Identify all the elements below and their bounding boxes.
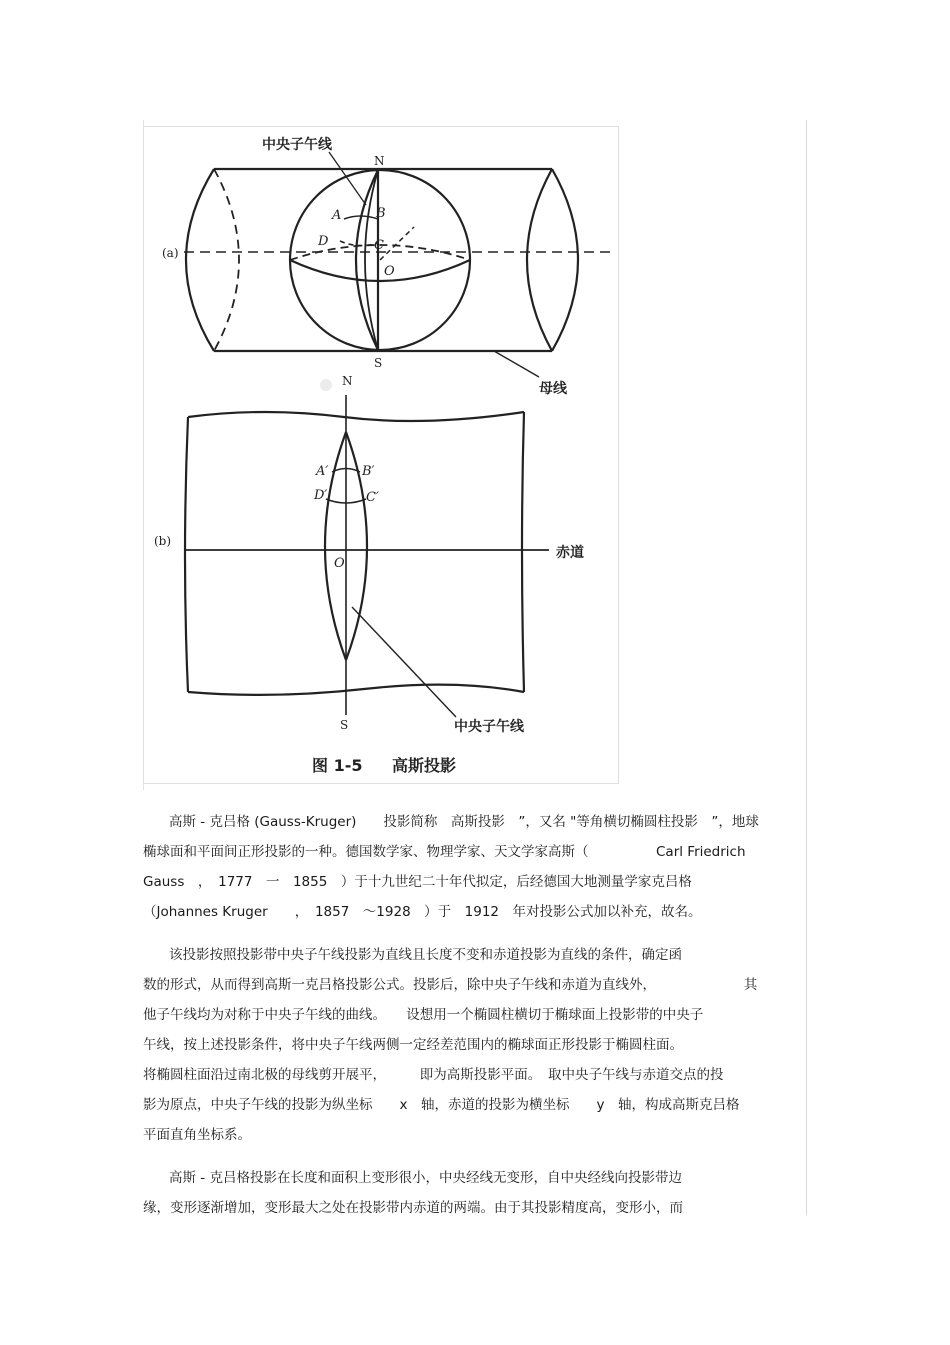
label-d-prime: D′ xyxy=(314,488,328,503)
central-meridian-leader-b xyxy=(352,607,456,717)
plane-left-edge xyxy=(185,417,188,692)
plane-right-edge xyxy=(522,412,524,692)
smudge xyxy=(320,379,332,391)
paragraph-3 xyxy=(143,1163,805,1223)
cylinder-left-end-hidden xyxy=(214,169,239,351)
label-b-prime: B′ xyxy=(362,464,375,479)
label-n-a: N xyxy=(374,154,385,168)
p1-line-1: 高斯 - 克吕格 (Gauss-Kruger) 投影简称 高斯投影 ”，又名 "等角横切椭圆柱投影 ”，地球 xyxy=(169,814,759,830)
plane-bottom-edge xyxy=(188,685,524,695)
label-panel-b: (b) xyxy=(154,534,172,548)
label-a: A xyxy=(332,208,342,223)
sphere-equator-front xyxy=(290,260,470,281)
central-meridian-leader-a xyxy=(329,152,366,205)
p1-line-2: 椭球面和平面间正形投影的一种。德国数学家、物理学家、天文学家高斯（ Carl Friedrich xyxy=(143,844,746,860)
label-panel-a: (a) xyxy=(162,246,179,260)
paragraph-1 xyxy=(143,807,805,927)
p2-line-6: 影为原点，中央子午线的投影为纵坐标 x 轴，赤道的投影为横坐标 y 轴，构成高斯克吕格 xyxy=(143,1097,740,1113)
radius-o xyxy=(380,227,414,260)
label-n-b: N xyxy=(342,374,353,388)
label-b: B xyxy=(376,206,386,221)
label-generatrix: 母线 xyxy=(539,381,567,397)
figure-drawing xyxy=(144,127,618,783)
generatrix-leader xyxy=(494,351,539,377)
caption-number: 图 1-5 xyxy=(312,756,363,775)
p1-line-3: Gauss ， 1777 一 1855 ）于十九世纪二十年代拟定，后经德国大地测量学家克吕格 xyxy=(143,874,692,890)
cylinder-right-end-front xyxy=(527,169,552,351)
cylinder-left-end xyxy=(186,169,214,351)
p2-line-7: 平面直角坐标系。 xyxy=(143,1127,251,1143)
p3-line-1: 高斯 - 克吕格投影在长度和面积上变形很小，中央经线无变形，自中央经线向投影带边 xyxy=(169,1170,682,1186)
label-o-b: O xyxy=(334,556,345,571)
p2-line-2: 数的形式，从而得到高斯一克吕格投影公式。投影后，除中央子午线和赤道为直线外， 其 xyxy=(143,977,758,993)
cylinder-right-end xyxy=(552,169,578,351)
label-central-meridian-bottom: 中央子午线 xyxy=(454,719,524,735)
p1-line-4: （Johannes Kruger ， 1857 ～1928 ）于 1912 年对投影公式加以补充，故名。 xyxy=(143,904,702,920)
page-frame-right xyxy=(806,120,807,1215)
label-central-meridian-top: 中央子午线 xyxy=(262,137,332,153)
p2-line-4: 午线，按上述投影条件，将中央子午线两侧一定经差范围内的椭球面正形投影于椭圆柱面。 xyxy=(143,1037,683,1053)
label-c-prime: C′ xyxy=(366,490,379,505)
label-a-prime: A′ xyxy=(316,464,329,479)
label-o-a: O xyxy=(384,264,395,279)
plane-top-edge xyxy=(188,412,524,421)
central-meridian-a xyxy=(356,170,378,350)
label-c: C xyxy=(374,238,384,253)
p2-line-1: 该投影按照投影带中央子午线投影为直线且长度不变和赤道投影为直线的条件，确定函 xyxy=(169,947,682,963)
p2-line-3: 他子午线均为对称于中央子午线的曲线。 设想用一个椭圆柱横切于椭球面上投影带的中央子 xyxy=(143,1007,704,1023)
caption-title: 高斯投影 xyxy=(392,756,457,775)
p2-line-5: 将椭圆柱面沿过南北极的母线剪开展平， 即为高斯投影平面。 取中央子午线与赤道交点的投 xyxy=(143,1067,724,1083)
label-s-b: S xyxy=(340,718,349,732)
label-s-a: S xyxy=(374,356,383,370)
label-d: D xyxy=(318,234,329,249)
label-equator: 赤道 xyxy=(556,545,584,561)
p3-line-2: 缘，变形逐渐增加，变形最大之处在投影带内赤道的两端。由于其投影精度高，变形小，而 xyxy=(143,1200,683,1216)
paragraph-2 xyxy=(143,940,805,1150)
gauss-projection-figure xyxy=(143,126,619,784)
